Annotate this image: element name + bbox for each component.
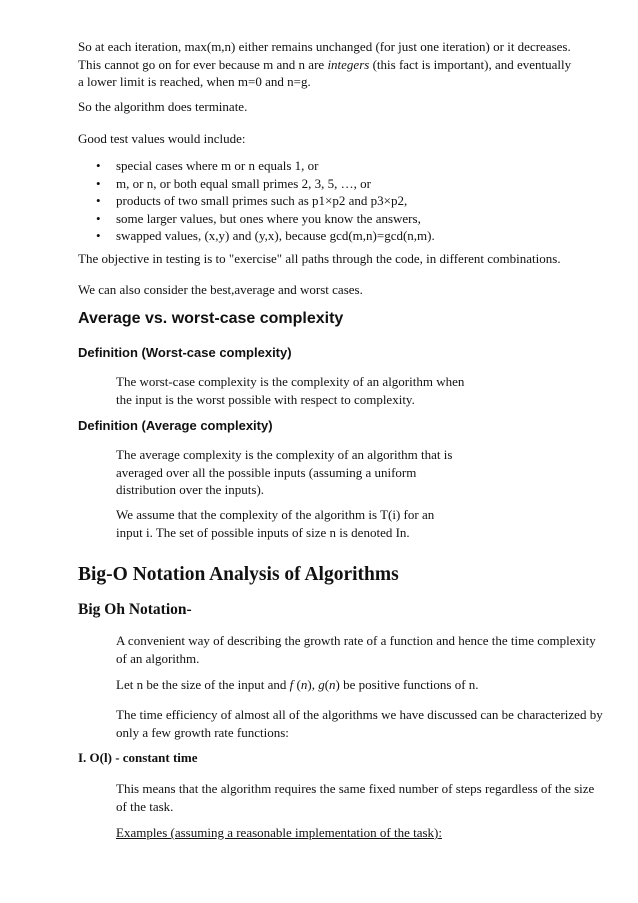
section-heading-big-o: Big-O Notation Analysis of Algorithms [78,564,399,585]
input-size-paragraph [116,676,606,694]
cases-paragraph: We can also consider the best,average and worst cases. [78,282,363,297]
text-span: So at each iteration, max(m,n) either remains unchanged (for just one iteration) or it decreases. This cannot go on for ever because m and n are [78,39,571,72]
testing-objective-paragraph: The objective in testing is to "exercise" all paths through the code, in different combinations. [78,251,561,266]
list-item: some larger values, but ones where you know the answers, [116,211,421,226]
bullet-icon: • [96,176,101,191]
definition-heading-average: Definition (Average complexity) [78,418,273,433]
subheading-constant-time: I. O(l) - constant time [78,750,198,765]
text-line: The worst-case complexity is the complexity of an algorithm when [116,374,465,389]
text-span: ) be positive functions of n. [335,677,479,692]
terminate-paragraph: So the algorithm does terminate. [78,99,248,114]
text-line: We assume that the complexity of the algorithm is T(i) for an [116,507,435,522]
definition-heading-worst: Definition (Worst-case complexity) [78,345,292,360]
text-line: distribution over the inputs). [116,482,265,497]
text-line: input i. The set of possible inputs of size n is denoted In. [116,524,410,540]
bullet-icon: • [96,228,101,243]
math-f: f [289,677,294,692]
integers-emphasis: integers [327,56,370,72]
math-n: n [300,677,308,692]
list-item: swapped values, (x,y) and (y,x), because gcd(m,n)=gcd(n,m). [116,228,435,243]
growth-rate-paragraph: The time efficiency of almost all of the algorithms we have discussed can be characterized by only a few growth rate functions: [116,707,603,740]
text-span: ( [293,677,301,692]
list-item: m, or n, or both equal small primes 2, 3, 5, …, or [116,176,371,191]
average-definition [116,446,606,499]
bullet-icon: • [96,193,101,208]
complexity-assumption [116,506,606,541]
text-span: ( [324,677,330,692]
bullet-icon: • [96,211,101,226]
big-oh-description: A convenient way of describing the growth rate of a function and hence the time complexity of an algorithm. [116,633,596,666]
math-g: g [318,677,325,692]
text-line: averaged over all the possible inputs (assuming a uniform [116,464,417,480]
text-line: The average complexity is the complexity of an algorithm that is [116,447,453,462]
test-values-intro: Good test values would include: [78,131,246,146]
text-span: Let n be the size of the input and [116,677,290,692]
text-line: the input is the worst possible with respect to complexity. [116,391,415,407]
list-item: products of two small primes such as p1×p2 and p3×p2, [116,193,408,208]
text-span: (this fact is important), and eventually a lower limit is reached, when m=0 and n=g. [78,56,572,89]
list-item: special cases where m or n equals 1, or [116,158,319,173]
subheading-big-oh: Big Oh Notation- [78,601,192,618]
termination-paragraph [78,38,578,91]
examples-heading: Examples (assuming a reasonable implementation of the task): [116,825,442,840]
worst-case-definition [116,373,606,408]
bullet-icon: • [96,158,101,173]
text-span: ), [307,677,319,692]
math-n: n [329,677,336,692]
section-heading-average-worst: Average vs. worst-case complexity [78,310,344,327]
constant-time-description: This means that the algorithm requires the same fixed number of steps regardless of the size of the task. [116,781,595,814]
